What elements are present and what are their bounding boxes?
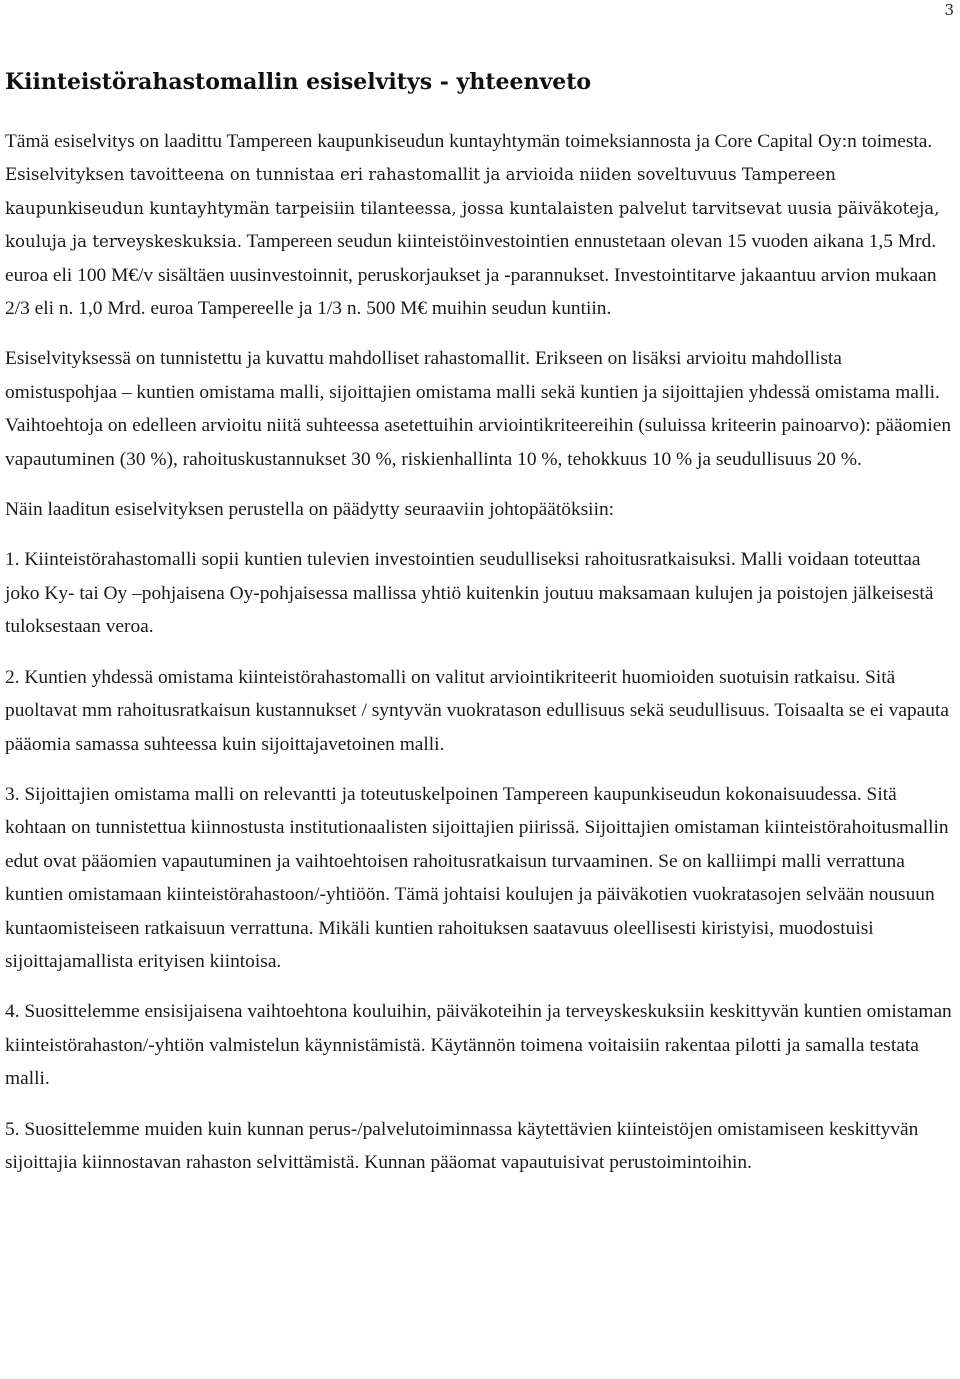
conclusion-1-text: 1. Kiinteistörahastomalli sopii kuntien tulevien investointien seudulliseksi rahoitusratkaisuksi. Malli voidaan toteuttaa joko Ky- tai Oy –pohjaisena Oy-pohjaisessa mallissa yhtiö kuitenkin joutuu maksamaan kulujen ja poistojen jälkeisestä tuloksestaan veroa. [5,549,934,638]
conclusion-item-4 [5,995,954,1095]
paragraph-intro [5,125,954,325]
conclusion-2-text: 2. Kuntien yhdessä omistama kiinteistörahastomalli on valitut arviointikriteerit huomioiden suotuisin ratkaisu. Sitä puoltavat mm rahoitusratkaisun kustannukset / syntyvän vuokratason edullisuus sekä seudullisuus. Toisaalta se ei vapauta pääomia samassa suhteessa kuin sijoittajavetoinen malli. [5,666,949,755]
conclusions-intro-text: Näin laaditun esiselvityksen perustella on päädytty seuraaviin johtopäätöksiin: [5,499,615,521]
intro-text-2: Esiselvityksen tavoitteena on tunnistaa eri rahastomallit ja arvioida niiden soveltuvuus Tampereen kaupunkiseudun kuntayhtymän tarpeisiin tilanteessa, jossa kuntalaisten palvelut tarvitsevat uusia päiväkoteja, kouluja ja terveyskeskuksia. [5,165,940,252]
page-number: 3 [944,1,954,19]
paragraph-models [5,342,954,476]
conclusion-item-2 [5,661,954,761]
document-title: Kiinteistörahastomallin esiselvitys - yhteenveto [5,69,592,95]
conclusion-3-text: 3. Sijoittajien omistama malli on relevantti ja toteutuskelpoinen Tampereen kaupunkiseudun kokonaisuudessa. Sitä kohtaan on tunnistettua kiinnostusta institutionaalisten sijoittajien piirissä. Sijoittajien omistaman kiinteistörahoitusmallin edut ovat pääomien vapautuminen ja vaihtoehtoisen rahoitusratkaisun turvaaminen. Se on kalliimpi malli verrattuna kuntien omistamaan kiinteistörahastoon/-yhtiöön. Tämä johtaisi koulujen ja päiväkotien vuokratasojen selvään nousuun kuntaomisteiseen ratkaisuun verrattuna. Mikäli kuntien rahoituksen saatavuus oleellisesti kiristyisi, muodostuisi sijoittajamallista erityisen kiintoisa. [5,783,949,972]
intro-text-3: Tampereen seudun kiinteistöinvestointien ennustetaan olevan 15 vuoden aikana 1,5 Mrd. euroa eli 100 M€/v sisältäen uusinvestoinnit, peruskorjaukset ja -parannukset. Investointitarve jakaantuu arvion mukaan 2/3 eli n. 1,0 Mrd. euroa Tampereelle ja 1/3 n. 500 M€ muihin seudun kuntiin. [5,231,937,320]
conclusion-item-3 [5,778,954,978]
conclusion-item-1 [5,543,954,643]
models-text: Esiselvityksessä on tunnistettu ja kuvattu mahdolliset rahastomallit. Erikseen on lisäksi arvioitu mahdollista omistuspohjaa – kuntien omistama malli, sijoittajien omistama malli sekä kuntien ja sijoittajien yhdessä omistama malli. Vaihtoehtoja on edelleen arvioitu niitä suhteessa asetettuihin arviointikriteereihin (suluissa kriteerin painoarvo): pääomien vapautuminen (30 %), rahoituskustannukset 30 %, riskienhallinta 10 %, tehokkuus 10 % ja seudullisuus 20 %. [5,348,952,470]
intro-text-1: Tämä esiselvitys on laadittu Tampereen kaupunkiseudun kuntayhtymän toimeksiannosta ja Core Capital Oy:n toimesta. [5,131,933,152]
document-body [5,125,954,1196]
conclusion-item-5 [5,1113,954,1180]
conclusion-4-text: 4. Suosittelemme ensisijaisena vaihtoehtona kouluihin, päiväkoteihin ja terveyskeskuksiin keskittyvän kuntien omistaman kiinteistörahaston/-yhtiön valmistelun käynnistämistä. Käytännön toimena voitaisiin rakentaa pilotti ja samalla testata malli. [5,1001,952,1090]
paragraph-conclusions-intro [5,493,954,526]
conclusion-5-text: 5. Suosittelemme muiden kuin kunnan perus-/palvelutoiminnassa käytettävien kiinteistöjen omistamiseen keskittyvän sijoittajia kiinnostavan rahaston selvittämistä. Kunnan pääomat vapautuisivat perustoimintoihin. [5,1118,919,1173]
